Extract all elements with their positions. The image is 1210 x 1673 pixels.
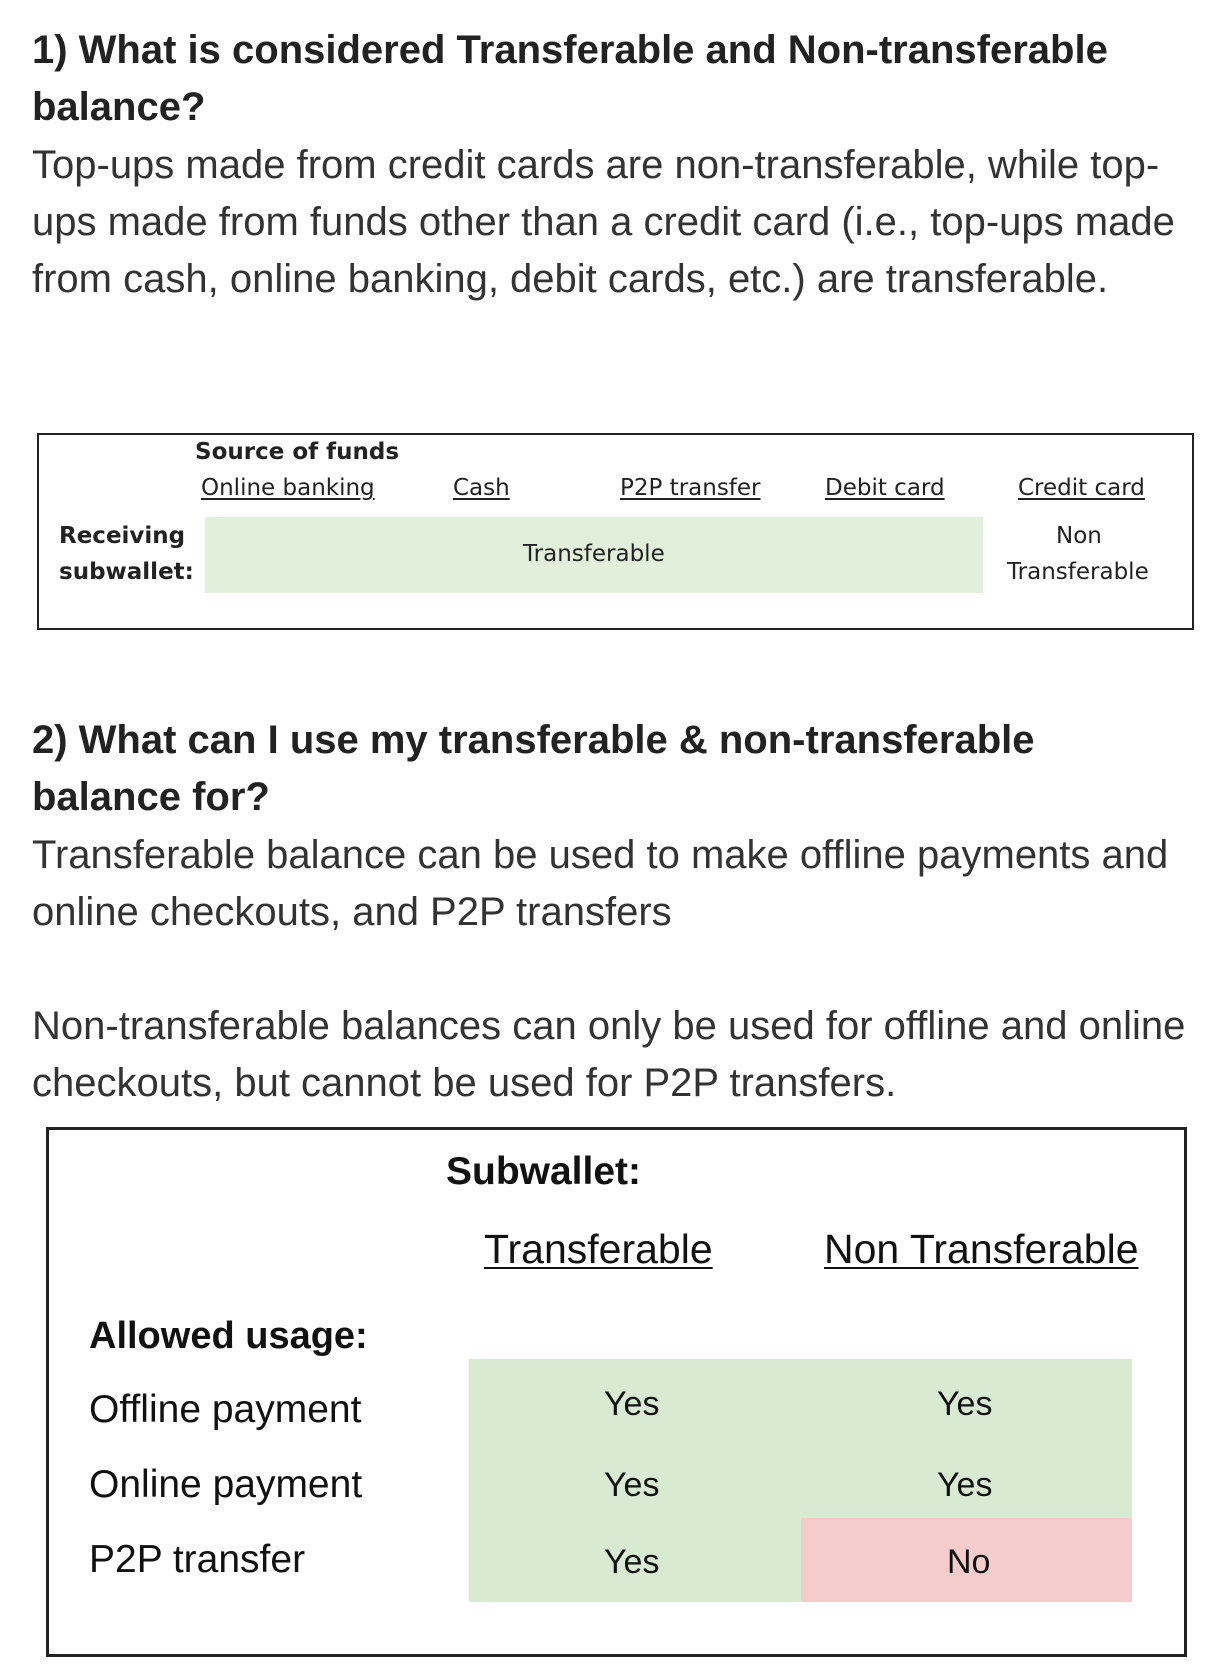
question-2-answer-non-transferable: Non-transferable balances can only be used for offline and online checkouts, but cannot be used for P2P transfers.: [32, 1004, 1186, 1105]
allowed-usage-table: [46, 1127, 1187, 1657]
question-1-answer: Top-ups made from credit cards are non-transferable, while top-ups made from funds other than a credit card (i.e., top-ups made from cash, online banking, debit cards, etc.) are transferable.: [32, 143, 1175, 301]
column-credit-card: Credit card: [1018, 475, 1145, 501]
transferable-cell-text: Transferable: [523, 541, 665, 567]
column-non-transferable: Non Transferable: [824, 1226, 1139, 1272]
row-label-offline-payment: Offline payment: [89, 1388, 362, 1431]
question-2-answer-transferable: Transferable balance can be used to make offline payments and online checkouts, and P2P transfers: [32, 833, 1169, 934]
allowed-usage-header: Allowed usage:: [89, 1315, 368, 1357]
subwallet-header: Subwallet:: [446, 1150, 642, 1193]
offline-transferable-value: Yes: [604, 1385, 660, 1423]
p2p-non-transferable-value: No: [947, 1543, 991, 1581]
source-of-funds-header: Source of funds: [195, 439, 400, 465]
row-label-receiving: Receiving: [59, 523, 186, 549]
row-label-online-payment: Online payment: [89, 1463, 363, 1506]
non-transferable-line-2: Transferable: [1007, 559, 1149, 585]
column-online-banking: Online banking: [201, 475, 375, 501]
column-debit-card: Debit card: [825, 475, 945, 501]
offline-non-transferable-value: Yes: [937, 1385, 993, 1423]
question-2-heading: 2) What can I use my transferable & non-transferable balance for?: [32, 718, 1035, 819]
non-transferable-line-1: Non: [1056, 523, 1102, 549]
row-label-p2p-transfer: P2P transfer: [89, 1538, 306, 1581]
question-1-heading: 1) What is considered Transferable and Non-transferable balance?: [32, 28, 1108, 129]
column-cash: Cash: [453, 475, 510, 501]
online-non-transferable-value: Yes: [937, 1466, 993, 1504]
column-p2p-transfer: P2P transfer: [620, 475, 761, 501]
source-of-funds-table: [37, 433, 1194, 630]
p2p-transferable-value: Yes: [604, 1543, 660, 1581]
column-transferable: Transferable: [484, 1226, 713, 1272]
online-transferable-value: Yes: [604, 1466, 660, 1504]
row-label-subwallet: subwallet:: [59, 559, 194, 585]
